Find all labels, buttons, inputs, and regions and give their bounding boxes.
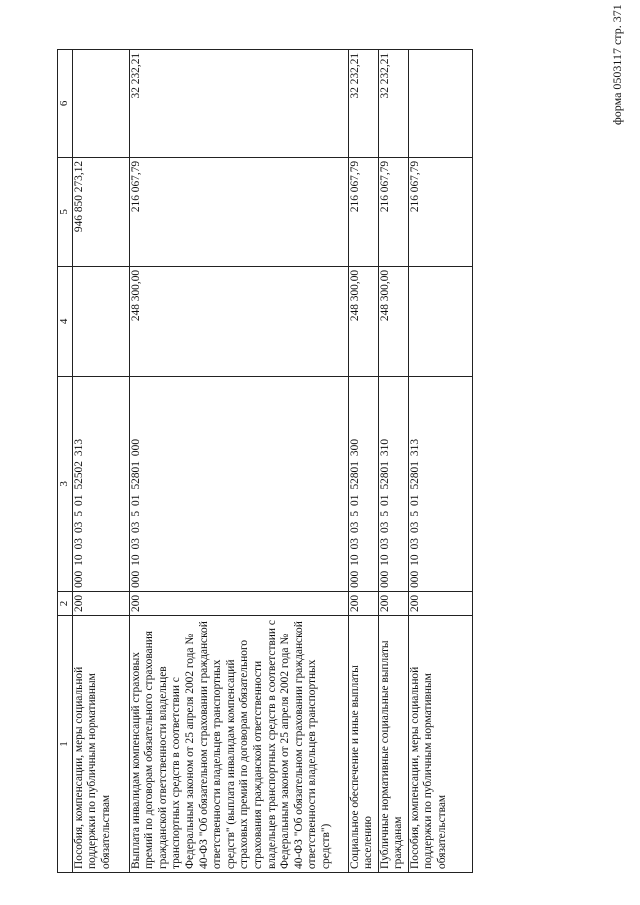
code-part: 01 xyxy=(72,494,85,506)
row-unexecuted-amount xyxy=(408,49,472,157)
row-classification-code xyxy=(72,376,129,591)
row-approved-amount: 248 300,00 xyxy=(348,266,378,376)
row-executed-amount: 216 067,79 xyxy=(408,157,472,266)
code-part: 313 xyxy=(72,438,85,457)
row-line-code: 200 xyxy=(129,591,348,615)
code-part: 01 xyxy=(408,494,421,506)
code-part: 000 xyxy=(408,570,421,588)
code-part: 10 xyxy=(378,554,391,566)
row-executed-amount: 216 067,79 xyxy=(378,157,408,266)
row-line-code: 200 xyxy=(72,591,129,615)
code-part: 313 xyxy=(408,438,421,457)
row-unexecuted-amount xyxy=(72,49,129,157)
row-approved-amount xyxy=(72,266,129,376)
code-part: 03 xyxy=(408,521,421,534)
code-part: 5 xyxy=(348,510,361,517)
header-col-5: 5 xyxy=(58,157,73,266)
header-col-1: 1 xyxy=(58,616,73,873)
table-row xyxy=(129,49,348,872)
code-part: 03 xyxy=(72,521,85,534)
code-part: 03 xyxy=(72,538,85,550)
code-part: 03 xyxy=(129,538,142,550)
code-part: 52801 xyxy=(408,461,421,490)
row-executed-amount: 216 067,79 xyxy=(129,157,348,266)
row-executed-amount: 946 850 273,12 xyxy=(72,157,129,266)
code-part: 000 xyxy=(129,438,142,457)
row-name: Публичные нормативные социальные выплаты гражданам xyxy=(378,616,408,873)
code-part: 5 xyxy=(378,510,391,517)
header-col-6: 6 xyxy=(58,49,73,157)
row-approved-amount: 248 300,00 xyxy=(129,266,348,376)
code-part: 01 xyxy=(378,494,391,506)
code-part: 52801 xyxy=(378,461,391,490)
code-part: 10 xyxy=(72,554,85,566)
code-part: 5 xyxy=(72,510,85,517)
code-part: 000 xyxy=(348,570,361,588)
header-col-4: 4 xyxy=(58,266,73,376)
form-label: форма 0503117 стр. 371 xyxy=(610,4,624,125)
code-part: 10 xyxy=(348,554,361,566)
code-part: 03 xyxy=(129,521,142,534)
table-row xyxy=(348,49,378,872)
budget-table xyxy=(57,49,473,873)
code-part: 03 xyxy=(348,521,361,534)
table-row xyxy=(378,49,408,872)
code-part: 52801 xyxy=(129,461,142,490)
table-row xyxy=(408,49,472,872)
row-name: Социальное обеспечение и иные выплаты населению xyxy=(348,616,378,873)
code-part: 03 xyxy=(408,538,421,550)
code-part: 300 xyxy=(348,438,361,457)
code-part: 01 xyxy=(348,494,361,506)
code-part: 52502 xyxy=(72,461,85,490)
code-part: 03 xyxy=(348,538,361,550)
row-executed-amount: 216 067,79 xyxy=(348,157,378,266)
code-part: 10 xyxy=(408,554,421,566)
row-unexecuted-amount: 32 232,21 xyxy=(348,49,378,157)
header-col-3: 3 xyxy=(58,376,73,591)
row-unexecuted-amount: 32 232,21 xyxy=(378,49,408,157)
row-name: Выплата инвалидам компенсаций страховых премий по договорам обязательного страхования гражданской ответственности владельцев транспортных средств в соответствии с Федеральным законом от 25 апреля 2002 года № 40-ФЗ "Об обязательном страховании гражданской ответственности владельцев транспортных средств" (выплата инвалидам компенсаций страховых премий по договорам обязательного страхования гражданской ответственности владельцев транспортных средств в соответствии с Федеральным законом от 25 апреля 2002 года № 40-ФЗ "Об обязательном страховании гражданской ответственности владельцев транспортных средств") xyxy=(129,616,348,873)
row-line-code: 200 xyxy=(408,591,472,615)
row-classification-code xyxy=(129,376,348,591)
table-row xyxy=(72,49,129,872)
row-classification-code xyxy=(408,376,472,591)
code-part: 000 xyxy=(378,570,391,588)
row-line-code: 200 xyxy=(348,591,378,615)
row-approved-amount xyxy=(408,266,472,376)
row-name: Пособия, компенсации, меры социальной поддержки по публичным нормативным обязательствам xyxy=(408,616,472,873)
row-classification-code xyxy=(378,376,408,591)
row-approved-amount: 248 300,00 xyxy=(378,266,408,376)
code-part: 03 xyxy=(378,521,391,534)
header-col-2: 2 xyxy=(58,591,73,615)
code-part: 000 xyxy=(129,570,142,588)
row-unexecuted-amount: 32 232,21 xyxy=(129,49,348,157)
code-part: 310 xyxy=(378,438,391,457)
code-part: 10 xyxy=(129,554,142,566)
code-part: 03 xyxy=(378,538,391,550)
code-part: 52801 xyxy=(348,461,361,490)
row-name: Пособия, компенсации, меры социальной поддержки по публичным нормативным обязательствам xyxy=(72,616,129,873)
table-header-row xyxy=(58,49,73,872)
code-part: 000 xyxy=(72,570,85,588)
code-part: 01 xyxy=(129,494,142,506)
row-line-code: 200 xyxy=(378,591,408,615)
code-part: 5 xyxy=(408,510,421,517)
code-part: 5 xyxy=(129,510,142,517)
row-classification-code xyxy=(348,376,378,591)
